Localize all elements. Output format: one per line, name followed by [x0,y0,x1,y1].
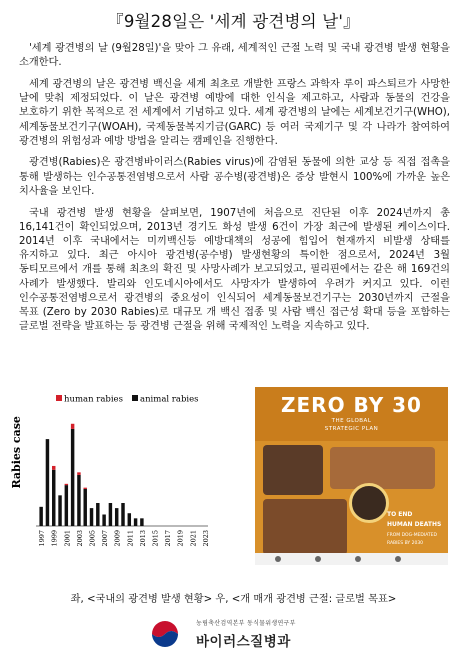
bar-human-1999 [52,466,55,470]
poster-photo-children [263,499,347,555]
bar-animal-2002 [71,429,74,526]
fao-logo-icon [275,556,281,562]
garc-logo-icon [315,556,321,562]
bar-animal-2010 [121,503,124,526]
x-tick-2017: 2017 [164,530,173,547]
bar-animal-2000 [58,495,61,526]
bar-animal-2003 [77,475,80,526]
poster-cta-3: FROM DOG-MEDIATED [387,533,437,538]
woah-logo-icon [395,556,401,562]
bar-animal-2012 [134,518,137,526]
bar-animal-1999 [52,470,55,526]
x-tick-1997: 1997 [38,530,47,547]
zero-by-30-poster [255,387,448,565]
bar-human-2004 [83,488,86,489]
who-logo-icon [355,556,361,562]
x-tick-2011: 2011 [126,530,135,547]
bar-animal-2007 [102,515,105,527]
bar-animal-2013 [140,518,143,526]
poster-logo-strip [255,553,448,565]
bar-human-2003 [77,472,80,475]
x-tick-2003: 2003 [75,530,84,547]
footer [140,617,460,655]
figure-caption: 좌, <국내의 광견병 발생 현황> 우, <개 매개 광견병 근절: 글로벌 목표> [70,594,397,605]
bar-animal-2005 [90,508,93,526]
legend-label-animal: animal rabies [140,394,199,405]
poster-headline: ZERO BY 30 [281,393,422,417]
x-tick-2015: 2015 [151,530,160,547]
x-tick-2021: 2021 [189,530,198,547]
footer-dept-name: 바이러스질병과 [196,634,291,650]
poster-photo-circle [349,483,389,523]
legend-swatch-human [56,395,62,401]
x-tick-2007: 2007 [101,530,110,547]
poster-photo-dog [263,445,323,495]
x-tick-2001: 2001 [63,530,72,547]
footer-org-name: 농림축산검역본부 동식물위생연구부 [196,620,296,627]
poster-cta-2: HUMAN DEATHS [387,521,442,528]
x-tick-1999: 1999 [50,530,59,547]
rabies-case-chart [8,381,218,581]
poster-subtitle-2: STRATEGIC PLAN [324,426,379,432]
paragraph-definition: 광견병(Rabies)은 광견병바이러스(Rabies virus)에 감염된 동물에 의한 교상 등 직접 접촉을 통해 발생하는 인수공통전염병으로서 사람 공수병(광견병)은 증상 발현시 100%에 가까운 높은 치사율을 보인다. [19,157,450,197]
x-tick-2013: 2013 [138,530,147,547]
bar-animal-1998 [46,439,49,526]
legend-swatch-animal [132,395,138,401]
bar-animal-2006 [96,503,99,526]
article-body [19,42,450,342]
paragraph-status: 국내 광견병 발생 현황을 살펴보면, 1907년에 처음으로 진단된 이후 2024년까지 총 16,141건이 확인되었으며, 2013년 경기도 화성 발생 6건이 가장 최근에 발생된 케이스이다. 2014년 이후 국내에서는 미끼백신등 예방대책의 성공에 힘입어 현재까지 비발생 상태를 유지하고 있다. 최근 아시아 광견병(공수병) 발생현황의 특이한 점으로서, 2024년 3월 동티모르에서 개를 통해 최초의 확진 및 사망사례가 보고되었고, 필리핀에서는 같은 해 169건의 사례가 발생했다. 발리와 인도네시아에서도 사망자가 발생하여 우려가 커지고 있다. 이런 인수공통전염병으로서 광견병의 중요성이 인식되어 세계동물보건기구는 2030년까지 근절을 목표 (Zero by 2030 Rabies)로 대규모 개 백신 접종 및 사람 백신 접근성 확대 등을 포함하는 글로벌 전략을 발표하는 등 광견병 근절을 위해 국제적인 노력을 지속하고 있다. [19,207,450,333]
bar-animal-2004 [83,489,86,526]
poster-photo-vaccination [330,447,435,489]
rabies-chart-svg [8,381,218,581]
bar-human-2001 [65,484,68,485]
legend-label-human: human rabies [64,394,123,405]
poster-subtitle-1: THE GLOBAL [331,418,372,424]
bar-animal-2011 [128,513,131,526]
bar-animal-1997 [39,507,42,526]
x-tick-2019: 2019 [176,530,185,547]
paragraph-origin: 세계 광견병의 날은 광견병 백신을 세계 최초로 개발한 프랑스 과학자 루이 파스퇴르가 사망한 날에 맞춰 제정되었다. 이 날은 광견병 예방에 대한 인식을 제고하고, 사람과 동물의 건강을 보호하기 위한 목적으로 전 세계에서 기념하고 있다. 세계 광견병의 날에는 세계보건기구(WHO), 세계동물보건기구(WOAH), 국제동물복지기금(GARC) 등 여러 국제기구 및 각 나라가 참여하여 광견병의 위험성과 예방 방법을 알리는 캠페인을 진행한다. [19,78,450,147]
x-tick-2009: 2009 [113,530,122,547]
page-title: 『9월28일은 '세계 광견병의 날'』 [107,12,360,31]
government-emblem-icon [150,619,180,649]
bar-animal-2008 [109,503,112,526]
paragraph-intro: '세계 광견병의 날 (9월28일)'을 맞아 그 유래, 세계적인 근절 노력 및 국내 광견병 발생 현황을 소개한다. [19,43,450,69]
y-axis-label: Rabies case [10,416,23,489]
bar-animal-2009 [115,508,118,526]
x-tick-2023: 2023 [201,530,210,547]
poster-cta-1: TO END [387,511,413,518]
bar-animal-2001 [65,485,68,526]
x-tick-2005: 2005 [88,530,97,547]
bar-human-2002 [71,424,74,429]
poster-cta-4: RABIES BY 2030 [387,541,424,546]
